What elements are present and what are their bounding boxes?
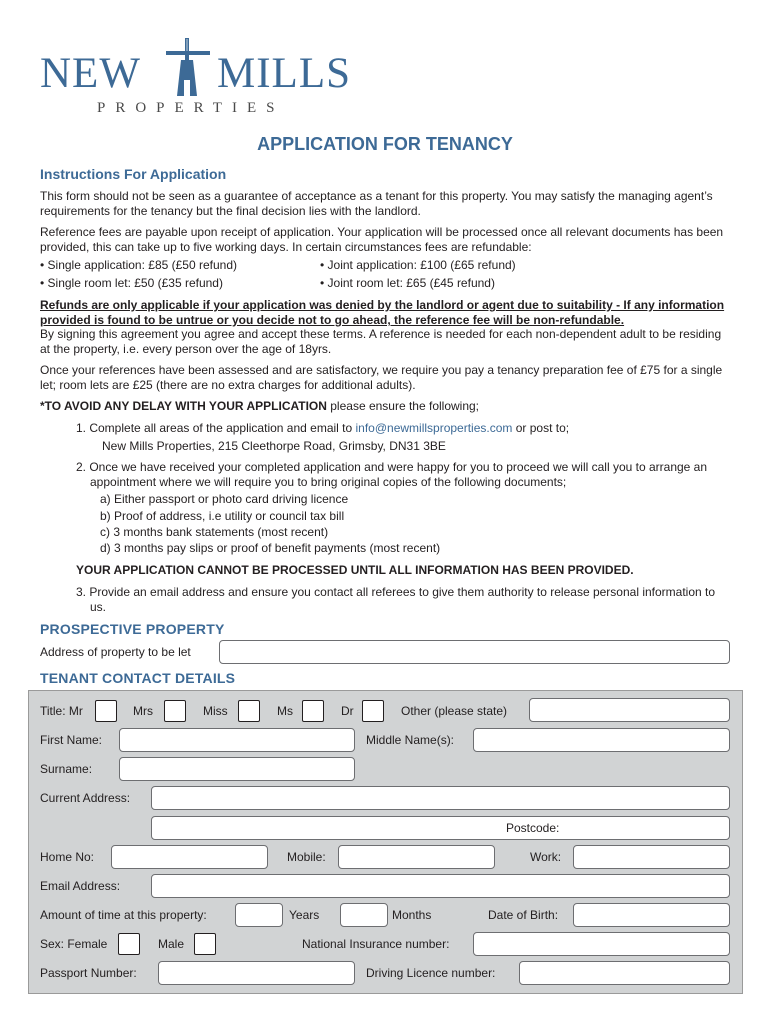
step-3: 3. Provide an email address and ensure you contact all referees to give them authority to release personal information to us. [76,585,716,614]
years-input[interactable] [235,903,283,927]
title-mr-checkbox[interactable] [95,700,117,722]
fee-joint-application: • Joint application: £100 (£65 refund) [320,258,516,272]
postcode-label: Postcode: [506,821,560,835]
title-other-label: Other (please state) [401,704,508,718]
home-no-label: Home No: [40,850,95,864]
months-input[interactable] [340,903,388,927]
page-title: APPLICATION FOR TENANCY [257,134,513,154]
mobile-label: Mobile: [287,850,326,864]
surname-label: Surname: [40,762,93,776]
home-no-input[interactable] [111,845,268,869]
first-name-label: First Name: [40,733,103,747]
property-address-label: Address of property to be let [40,645,191,659]
title-mrs-checkbox[interactable] [164,700,186,722]
title-label: Title: Mr [40,704,83,718]
first-name-input[interactable] [119,728,355,752]
step-1-text: 1. Complete all areas of the application and email to [76,421,356,435]
surname-input[interactable] [119,757,355,781]
mobile-input[interactable] [338,845,495,869]
logo-word-mills: MILLS [217,50,351,97]
current-address-input[interactable] [151,786,730,810]
email-input[interactable] [151,874,730,898]
step-1 [76,421,732,436]
title-miss-label: Miss [203,704,228,718]
time-at-property-label: Amount of time at this property: [40,908,207,922]
sex-female-checkbox[interactable] [118,933,140,955]
sex-male-label: Male [158,937,185,951]
title-ms-checkbox[interactable] [302,700,324,722]
years-label: Years [289,908,320,922]
logo-subtitle: PROPERTIES [97,100,285,116]
passport-input[interactable] [158,961,355,985]
title-dr-checkbox[interactable] [362,700,384,722]
driving-licence-input[interactable] [519,961,730,985]
tenant-contact-heading: TENANT CONTACT DETAILS [40,670,236,686]
work-input[interactable] [573,845,730,869]
title-other-input[interactable] [529,698,730,722]
email-label: Email Address: [40,879,121,893]
step-2: 2. Once we have received your completed application and were happy for you to proceed we will call you to arrange an appointment where we will require you to bring original copies of the following documents; [76,460,708,489]
avoid-delay-line [40,399,732,414]
doc-item: d) 3 months pay slips or proof of benefit payments (most recent) [100,541,441,555]
ni-number-input[interactable] [473,932,730,956]
dob-label: Date of Birth: [488,908,559,922]
passport-label: Passport Number: [40,966,137,980]
title-mrs-label: Mrs [133,704,153,718]
fees-paragraph: Reference fees are payable upon receipt of application. Your application will be processed once all relevant documents has been provided, this can take up to five working days. In certain circumstances fees are refundable: [40,225,724,254]
work-label: Work: [530,850,562,864]
preparation-fee-paragraph: Once your references have been assessed and are satisfactory, we require you pay a tenancy preparation fee of £75 for a single let; room lets are £25 (there are no extra charges for additional adults). [40,363,723,392]
months-label: Months [392,908,432,922]
doc-item: b) Proof of address, i.e utility or council tax bill [100,509,345,523]
intro-paragraph: This form should not be seen as a guarantee of acceptance as a tenant for this property. You may satisfy the managing agent’s requirements for the tenancy but the final decision lies with the landlord. [40,189,713,218]
instructions-heading: Instructions For Application [40,166,227,182]
doc-item: a) Either passport or photo card driving licence [100,492,349,506]
middle-names-input[interactable] [473,728,730,752]
agreement-paragraph: By signing this agreement you agree and accept these terms. A reference is needed for each non-dependent adult to be residing at the property, i.e. every person over the age of 18yrs. [40,327,722,356]
driving-licence-label: Driving Licence number: [366,966,496,980]
dob-input[interactable] [573,903,730,927]
title-dr-label: Dr [341,704,354,718]
refund-note: Refunds are only applicable if your application was denied by the landlord or agent due to suitability - If any information provided is found to be untrue or you decide not to go ahead, the reference fee will be non-refundable. [40,298,725,327]
doc-item: c) 3 months bank statements (most recent) [100,525,329,539]
middle-names-label: Middle Name(s): [366,733,455,747]
current-address-label: Current Address: [40,791,131,805]
title-miss-checkbox[interactable] [238,700,260,722]
current-address-line2-input[interactable] [151,816,730,840]
postal-address: New Mills Properties, 215 Cleethorpe Road, Grimsby, DN31 3BE [102,439,446,453]
avoid-delay-rest: please ensure the following; [326,399,480,413]
property-address-input[interactable] [219,640,730,664]
ni-number-label: National Insurance number: [302,937,450,951]
logo-word-new: NEW [40,50,141,97]
processing-warning: YOUR APPLICATION CANNOT BE PROCESSED UNTIL ALL INFORMATION HAS BEEN PROVIDED. [76,563,634,577]
fee-joint-room: • Joint room let: £65 (£45 refund) [320,276,495,290]
sex-male-checkbox[interactable] [194,933,216,955]
company-logo [40,36,370,122]
email-link[interactable]: info@newmillsproperties.com [355,421,513,435]
sex-female-label: Sex: Female [40,937,108,951]
prospective-property-heading: PROSPECTIVE PROPERTY [40,621,225,637]
fee-single-room: • Single room let: £50 (£35 refund) [40,276,223,290]
title-ms-label: Ms [277,704,293,718]
step-1-post: or post to; [512,421,570,435]
windmill-icon [158,36,218,98]
fee-single-application: • Single application: £85 (£50 refund) [40,258,237,272]
avoid-delay-bold: *TO AVOID ANY DELAY WITH YOUR APPLICATION [40,399,327,413]
